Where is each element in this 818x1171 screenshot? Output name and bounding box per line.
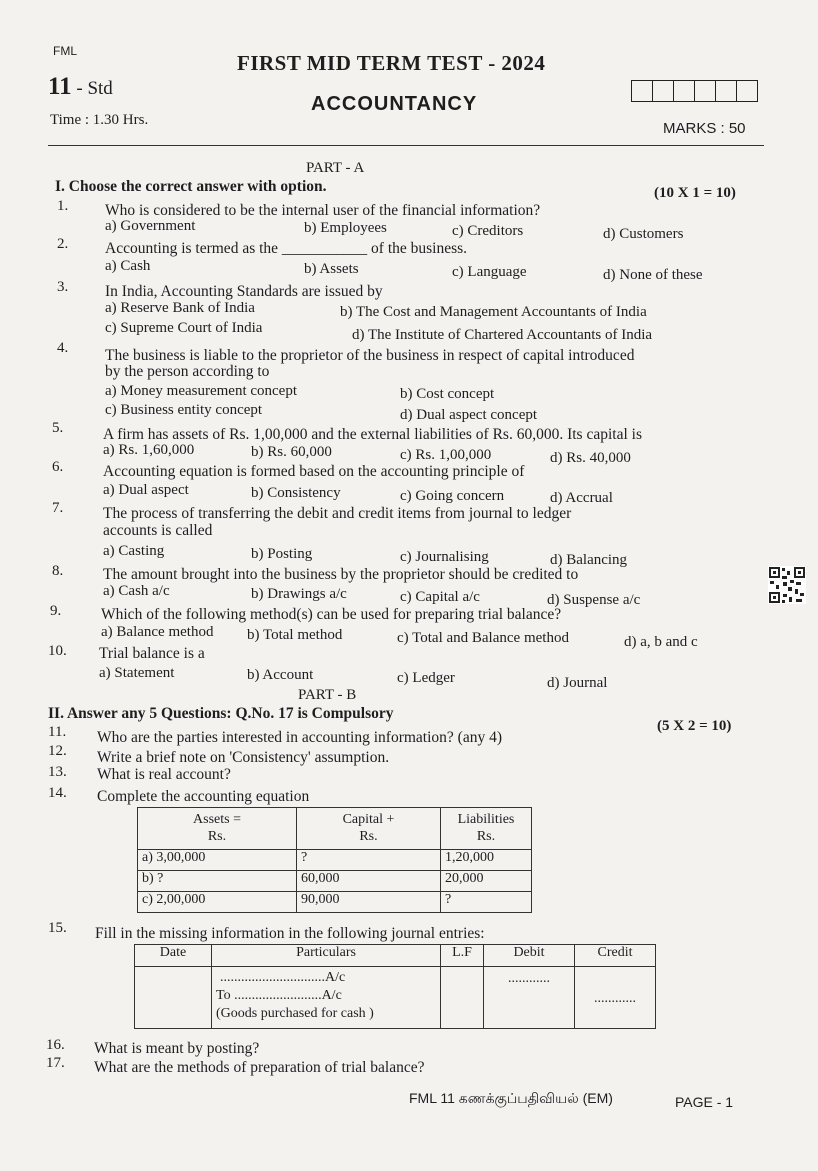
question-number: 9. bbox=[50, 603, 62, 619]
question-text: Write a brief note on 'Consistency' assumption. bbox=[97, 749, 390, 766]
question-text: by the person according to bbox=[105, 363, 270, 380]
reg-box bbox=[737, 81, 757, 101]
question-number: 15. bbox=[48, 920, 67, 936]
header-line: Rs. bbox=[359, 829, 378, 844]
table-cell: ? bbox=[297, 850, 441, 871]
question-text: Fill in the missing information in the following journal entries: bbox=[95, 925, 485, 942]
part-a-instruction: I. Choose the correct answer with option. bbox=[55, 178, 327, 195]
option: a) Cash bbox=[105, 258, 151, 274]
table-row bbox=[138, 871, 532, 892]
option: c) Language bbox=[452, 264, 527, 280]
header-line: Liabilities bbox=[457, 812, 515, 827]
time-label: Time : 1.30 Hrs. bbox=[50, 112, 149, 128]
question-number: 12. bbox=[48, 743, 67, 759]
table-cell: 20,000 bbox=[441, 871, 532, 892]
question-number: 2. bbox=[57, 236, 69, 252]
debit-account-line: ..............................A/c bbox=[220, 970, 346, 985]
option: b) Posting bbox=[251, 546, 313, 562]
standard-number: 11 bbox=[48, 73, 72, 100]
debit-cell: ............ bbox=[484, 967, 575, 1029]
paper-code: FML bbox=[53, 44, 77, 58]
question-text: What is real account? bbox=[97, 766, 231, 783]
reg-box bbox=[653, 81, 674, 101]
question-text: Which of the following method(s) can be used for preparing trial balance? bbox=[101, 606, 562, 623]
reg-box bbox=[632, 81, 653, 101]
question-text: In India, Accounting Standards are issued by bbox=[105, 283, 383, 300]
option: b) Cost concept bbox=[400, 386, 495, 402]
option: b) Assets bbox=[304, 261, 359, 277]
part-b-marks: (5 X 2 = 10) bbox=[657, 718, 732, 734]
question-text: The process of transferring the debit and credit items from journal to ledger bbox=[103, 505, 572, 522]
credit-cell: ............ bbox=[575, 967, 656, 1029]
option: b) The Cost and Management Accountants of India bbox=[340, 304, 647, 320]
table-cell bbox=[441, 967, 484, 1029]
question-number: 5. bbox=[52, 420, 64, 436]
standard-label bbox=[48, 73, 113, 101]
header-divider bbox=[48, 145, 764, 146]
option: c) Total and Balance method bbox=[397, 630, 569, 646]
qr-code-icon bbox=[768, 566, 806, 604]
table-header-row bbox=[135, 945, 656, 967]
table-cell: 90,000 bbox=[297, 892, 441, 913]
question-text: Complete the accounting equation bbox=[97, 788, 310, 805]
option: d) Customers bbox=[603, 226, 684, 242]
question-number: 1. bbox=[57, 198, 69, 214]
question-number: 16. bbox=[46, 1037, 65, 1053]
question-text: Trial balance is a bbox=[99, 645, 205, 662]
option: d) The Institute of Chartered Accountants of India bbox=[352, 327, 653, 343]
header-line: Rs. bbox=[476, 829, 496, 844]
reg-box bbox=[674, 81, 695, 101]
part-a-title: PART - A bbox=[306, 160, 365, 176]
question-number: 3. bbox=[57, 279, 69, 295]
table-header-cell: Date bbox=[135, 945, 212, 967]
accounting-equation-table bbox=[137, 807, 532, 913]
register-number-boxes bbox=[631, 80, 758, 102]
header-line: Assets = bbox=[193, 812, 241, 827]
journal-entry-table bbox=[134, 944, 656, 1029]
question-number: 14. bbox=[48, 785, 67, 801]
option: b) Total method bbox=[247, 627, 343, 643]
table-cell: 1,20,000 bbox=[441, 850, 532, 871]
table-header-cell bbox=[297, 808, 441, 850]
table-row bbox=[135, 967, 656, 1029]
header-line: Capital + bbox=[342, 812, 395, 827]
option: a) Reserve Bank of India bbox=[105, 300, 255, 316]
table-cell bbox=[135, 967, 212, 1029]
page-number: PAGE - 1 bbox=[675, 1094, 734, 1110]
header-line: Rs. bbox=[207, 829, 227, 844]
credit-account-line: To .........................A/c bbox=[216, 988, 342, 1003]
option: a) Cash a/c bbox=[103, 583, 170, 599]
question-number: 13. bbox=[48, 764, 67, 780]
subject-title: ACCOUNTANCY bbox=[311, 93, 478, 115]
option: b) Account bbox=[247, 667, 314, 683]
option: a) Casting bbox=[103, 543, 165, 559]
option: d) Journal bbox=[547, 675, 608, 691]
option: c) Creditors bbox=[452, 223, 524, 239]
option: d) a, b and c bbox=[624, 634, 698, 650]
option: d) Dual aspect concept bbox=[400, 407, 538, 423]
part-b-title: PART - B bbox=[298, 687, 357, 703]
option: a) Dual aspect bbox=[103, 482, 189, 498]
option: d) Balancing bbox=[550, 552, 628, 568]
question-number: 7. bbox=[52, 500, 64, 516]
option: d) None of these bbox=[603, 267, 703, 283]
option: c) Journalising bbox=[400, 549, 489, 565]
question-number: 17. bbox=[46, 1055, 65, 1071]
question-text: Accounting is termed as the ___________ of the business. bbox=[105, 240, 468, 257]
table-header-cell: L.F bbox=[441, 945, 484, 967]
table-row bbox=[138, 892, 532, 913]
table-cell: a) 3,00,000 bbox=[138, 850, 297, 871]
option: c) Supreme Court of India bbox=[105, 320, 263, 336]
option: c) Rs. 1,00,000 bbox=[400, 447, 492, 463]
option: b) Employees bbox=[304, 220, 387, 236]
table-cell: b) ? bbox=[138, 871, 297, 892]
footer-code: FML 11 கணக்குப்பதிவியல் (EM) bbox=[409, 1090, 613, 1106]
option: c) Business entity concept bbox=[105, 402, 263, 418]
option: d) Accrual bbox=[550, 490, 613, 506]
question-number: 6. bbox=[52, 459, 64, 475]
option: a) Money measurement concept bbox=[105, 383, 298, 399]
question-text: What is meant by posting? bbox=[94, 1040, 260, 1057]
option: c) Going concern bbox=[400, 488, 505, 504]
question-text: What are the methods of preparation of trial balance? bbox=[94, 1059, 425, 1076]
option: b) Consistency bbox=[251, 485, 341, 501]
option: a) Government bbox=[105, 218, 196, 234]
table-header-cell bbox=[441, 808, 532, 850]
table-header-cell bbox=[138, 808, 297, 850]
question-number: 10. bbox=[48, 643, 67, 659]
part-b-instruction: II. Answer any 5 Questions: Q.No. 17 is Compulsory bbox=[48, 705, 394, 722]
option: d) Suspense a/c bbox=[547, 592, 641, 608]
question-text: The business is liable to the proprietor of the business in respect of capital introduced bbox=[105, 347, 635, 364]
question-text: The amount brought into the business by the proprietor should be credited to bbox=[103, 566, 579, 583]
question-text: Who is considered to be the internal user of the financial information? bbox=[105, 202, 541, 219]
option: a) Balance method bbox=[101, 624, 214, 640]
table-header-row bbox=[138, 808, 532, 850]
option: a) Rs. 1,60,000 bbox=[103, 442, 195, 458]
table-cell: ? bbox=[441, 892, 532, 913]
table-header-cell: Credit bbox=[575, 945, 656, 967]
particulars-cell bbox=[212, 967, 441, 1029]
table-cell: 60,000 bbox=[297, 871, 441, 892]
narration-line: (Goods purchased for cash ) bbox=[216, 1006, 374, 1021]
total-marks: MARKS : 50 bbox=[663, 120, 746, 137]
reg-box bbox=[716, 81, 737, 101]
exam-title: FIRST MID TERM TEST - 2024 bbox=[237, 51, 546, 75]
question-text: Who are the parties interested in accounting information? (any 4) bbox=[97, 729, 502, 746]
reg-box bbox=[695, 81, 716, 101]
table-header-cell: Debit bbox=[484, 945, 575, 967]
standard-text: - Std bbox=[71, 78, 113, 99]
table-row bbox=[138, 850, 532, 871]
option: c) Capital a/c bbox=[400, 589, 480, 605]
part-a-marks: (10 X 1 = 10) bbox=[654, 185, 736, 201]
question-number: 11. bbox=[48, 724, 67, 740]
option: b) Drawings a/c bbox=[251, 586, 347, 602]
option: c) Ledger bbox=[397, 670, 455, 686]
question-text: A firm has assets of Rs. 1,00,000 and the external liabilities of Rs. 60,000. Its capital is bbox=[103, 426, 642, 443]
question-text: Accounting equation is formed based on the accounting principle of bbox=[103, 463, 525, 480]
question-number: 8. bbox=[52, 563, 64, 579]
option: b) Rs. 60,000 bbox=[251, 444, 332, 460]
table-header-cell: Particulars bbox=[212, 945, 441, 967]
question-text: accounts is called bbox=[103, 522, 213, 539]
table-cell: c) 2,00,000 bbox=[138, 892, 297, 913]
question-number: 4. bbox=[57, 340, 69, 356]
option: a) Statement bbox=[99, 665, 175, 681]
option: d) Rs. 40,000 bbox=[550, 450, 631, 466]
